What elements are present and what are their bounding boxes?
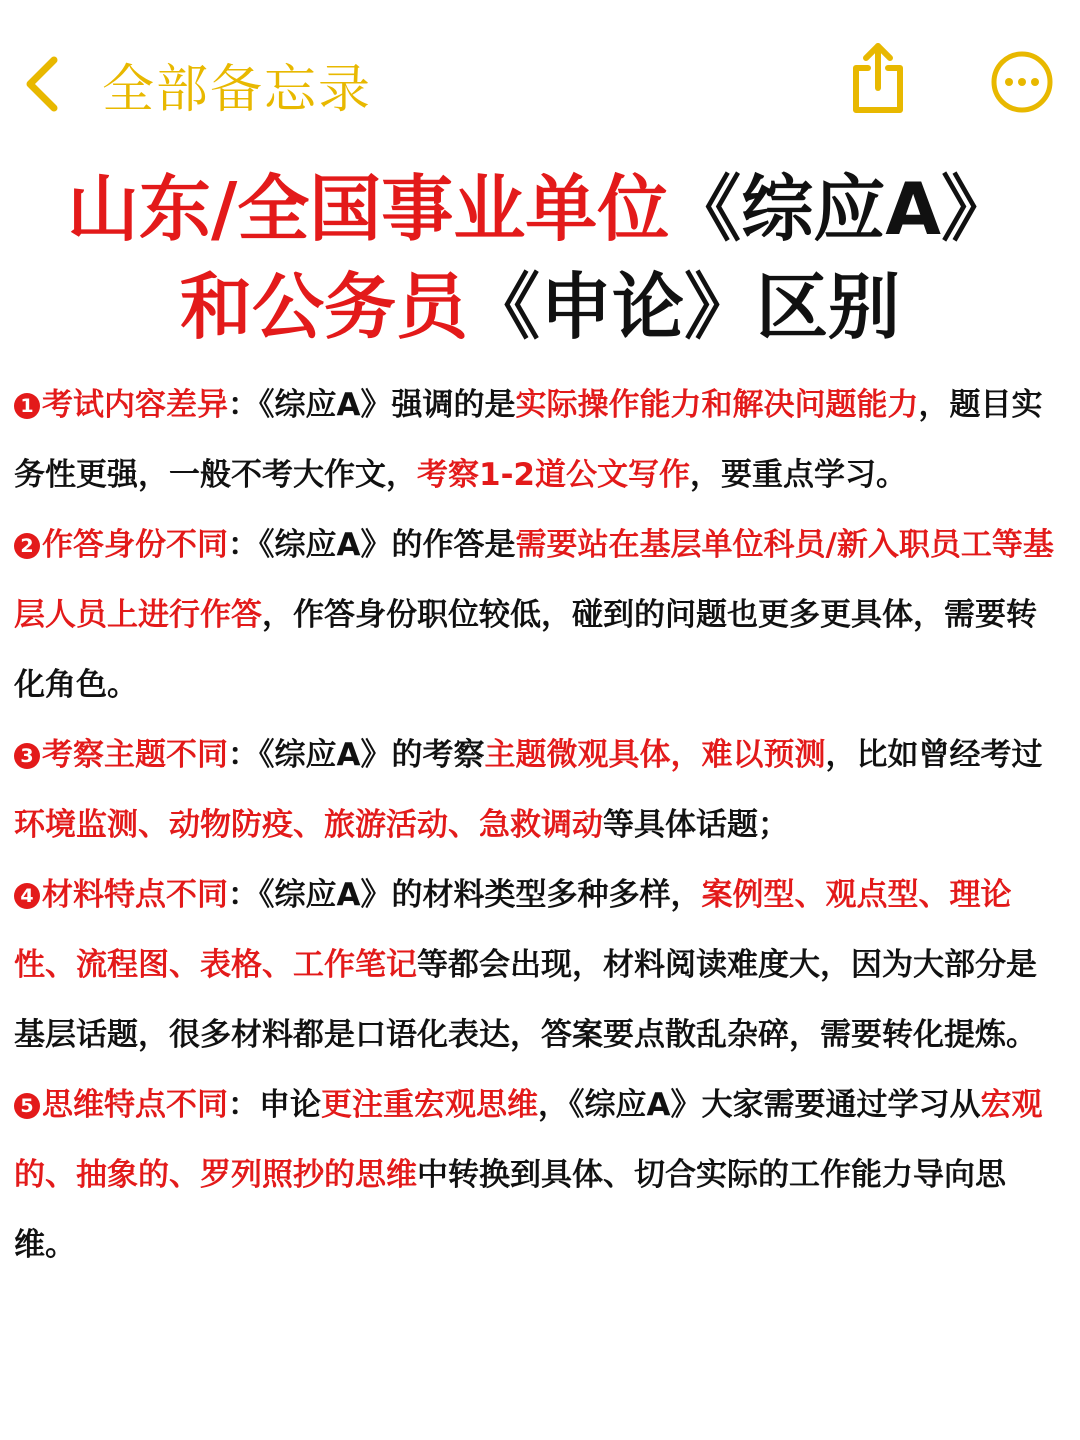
more-options-icon: [990, 50, 1054, 114]
highlight-text: 案例型、观点型、理论性、流程图、表格、工作笔记: [14, 877, 1012, 983]
title-line-1: [0, 160, 1080, 258]
highlight-text: 思维特点不同: [42, 1087, 228, 1123]
body-text: ，题目实务性更强，一般不考大作文，: [14, 387, 1043, 493]
highlight-text: 材料特点不同: [42, 877, 228, 913]
body-text: ：《综应A》强调的是: [228, 387, 516, 423]
body-text: ，作答身份职位较低，碰到的问题也更多更具体，需要转化角色。: [14, 597, 1037, 703]
number-badge: 1: [14, 393, 40, 419]
highlight-text: 作答身份不同: [42, 527, 228, 563]
title-line-1-black: 《综应A》: [669, 167, 1014, 251]
more-options-button[interactable]: [990, 50, 1054, 114]
body-text: ：《综应A》的考察: [228, 737, 485, 773]
back-label: 全部备忘录: [102, 59, 373, 120]
share-icon: [846, 40, 910, 116]
body-text: ：《综应A》的材料类型多种多样，: [228, 877, 702, 913]
body-text: ：《综应A》的作答是: [228, 527, 516, 563]
highlight-text: 实际操作能力和解决问题能力: [515, 387, 919, 423]
body-text: 等都会出现，材料阅读难度大，因为大部分是基层话题，很多材料都是口语化表达，答案要点散乱杂碎，需要转化提炼。: [14, 947, 1037, 1053]
back-button[interactable]: [22, 44, 372, 124]
body-text: ，《综应A》大家需要通过学习从: [538, 1087, 981, 1123]
note-paragraph-3: [14, 720, 1064, 860]
highlight-text: 宏观的、抽象的、罗列照抄的思维: [14, 1087, 1043, 1193]
note-paragraph-1: [14, 370, 1064, 510]
body-text: ，要重点学习。: [690, 457, 908, 493]
page-title: [0, 160, 1080, 356]
highlight-text: 主题微观具体，难以预测: [484, 737, 826, 773]
number-badge: 3: [14, 743, 40, 769]
highlight-text: 需要站在基层单位科员/新入职员工等基层人员上进行作答: [14, 527, 1054, 633]
chevron-left-icon: [22, 54, 62, 114]
number-badge: 2: [14, 533, 40, 559]
body-text: 等具体话题；: [603, 807, 789, 843]
highlight-text: 更注重宏观思维: [321, 1087, 538, 1123]
body-text: ，比如曾经考过: [825, 737, 1043, 773]
highlight-text: 考试内容差异: [42, 387, 228, 423]
note-body: [14, 370, 1064, 1280]
title-line-2-red: 和公务员: [179, 265, 468, 349]
share-button[interactable]: [846, 40, 910, 116]
highlight-text: 考察1-2道公文写作: [417, 457, 691, 493]
top-bar: [0, 0, 1080, 160]
note-paragraph-4: [14, 860, 1064, 1070]
title-line-2: [0, 258, 1080, 356]
number-badge: 5: [14, 1093, 40, 1119]
highlight-text: 环境监测、动物防疫、旅游活动、急救调动: [14, 807, 603, 843]
note-paragraph-2: [14, 510, 1064, 720]
note-paragraph-5: [14, 1070, 1064, 1280]
number-badge: 4: [14, 883, 40, 909]
title-line-1-red: 山东/全国事业单位: [66, 167, 670, 251]
body-text: 中转换到具体、切合实际的工作能力导向思维。: [14, 1157, 1006, 1263]
body-text: ：申论: [228, 1087, 321, 1123]
highlight-text: 考察主题不同: [42, 737, 228, 773]
title-line-2-black: 《申论》区别: [468, 265, 901, 349]
